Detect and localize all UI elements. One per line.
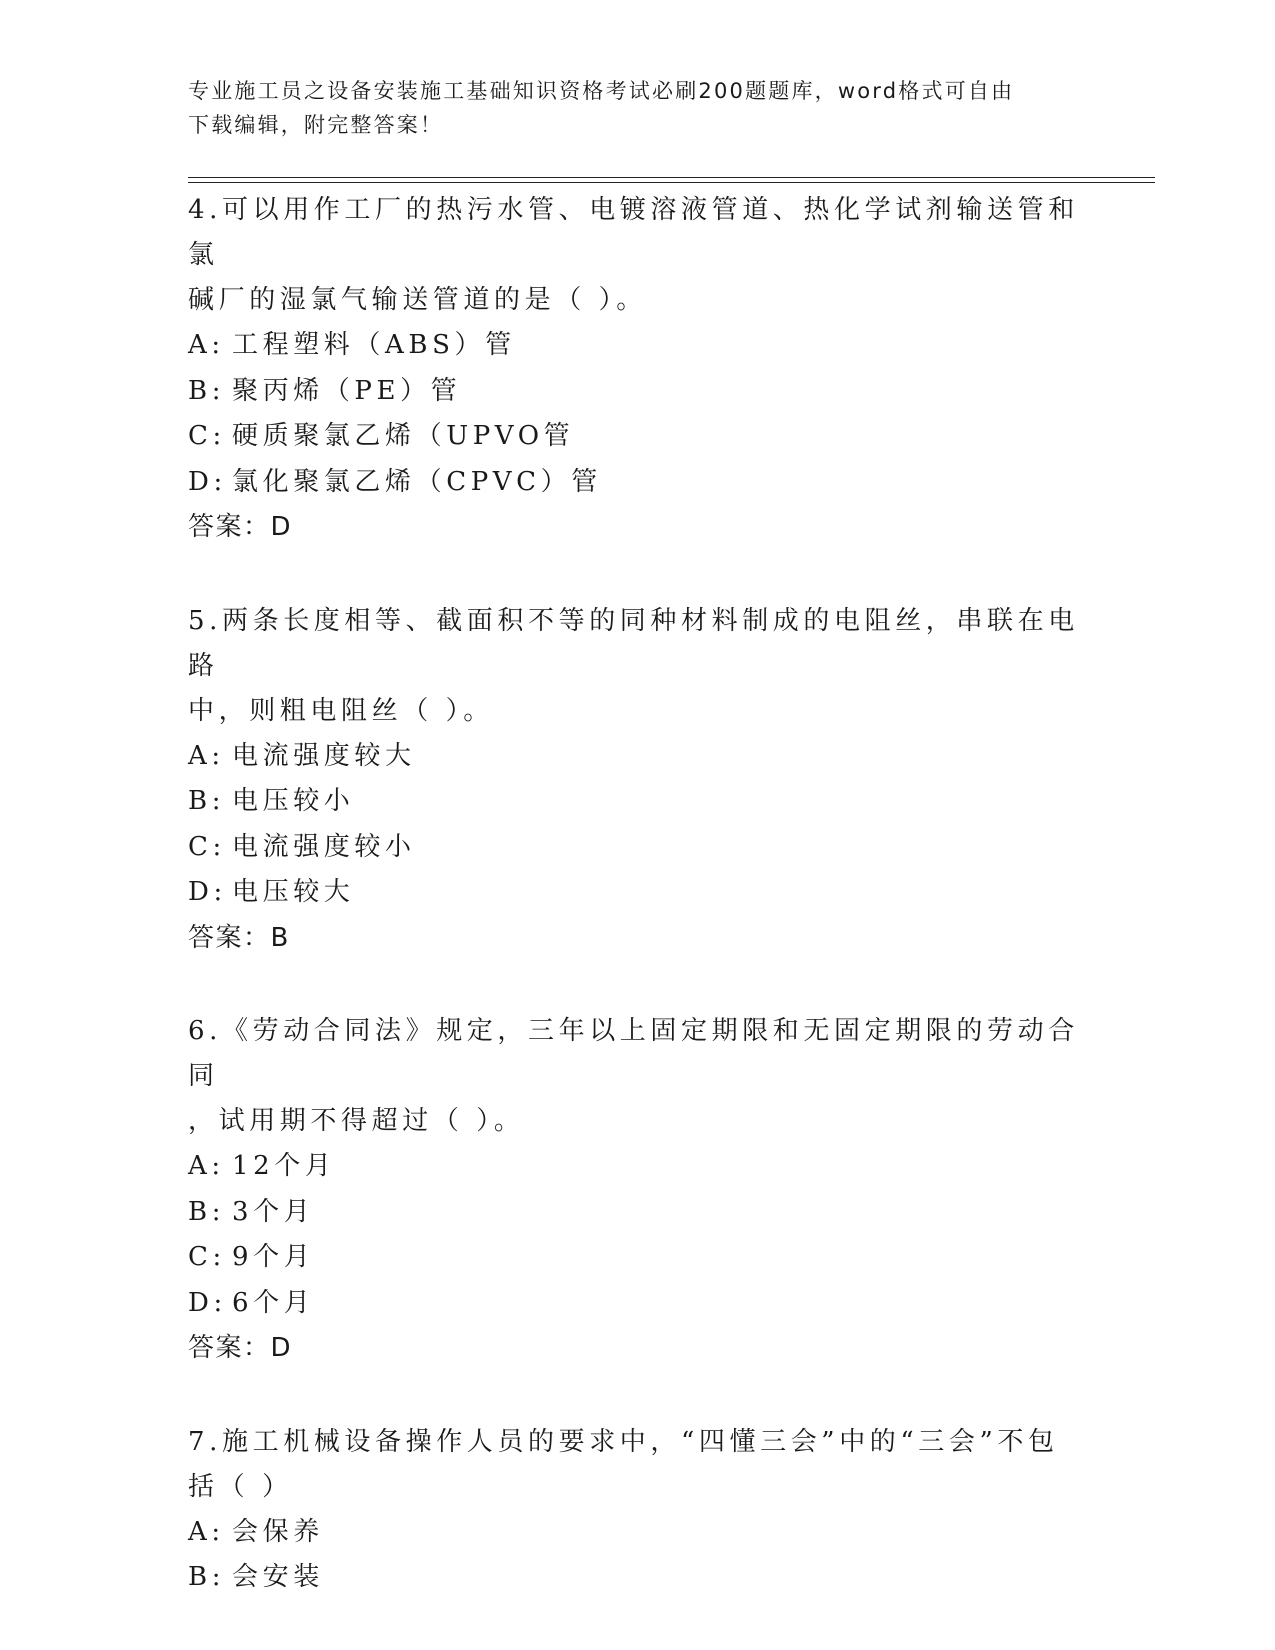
option-d: [188, 460, 1088, 506]
option-d: [188, 870, 1088, 916]
option-text: 9个月: [232, 1242, 315, 1272]
option-letter: B:: [188, 786, 226, 816]
header-title-line-1: 专业施工员之设备安装施工基础知识资格考试必刷200题题库，word格式可自由: [188, 79, 1015, 103]
header-divider-bottom: [188, 182, 1155, 183]
option-a: [188, 323, 1088, 369]
question-stem-line-1: 4.可以用作工厂的热污水管、电镀溶液管道、热化学试剂输送管和氯: [188, 195, 1079, 270]
option-text: 12个月: [232, 1151, 336, 1181]
option-text: 电流强度较大: [232, 740, 416, 771]
answer-line: 答案：B: [188, 922, 290, 953]
option-text: 电压较大: [232, 877, 355, 907]
option-letter: C:: [188, 831, 226, 862]
answer-line: 答案：D: [188, 512, 293, 542]
option-c: [188, 414, 1088, 460]
question-stem-line-1: 7.施工机械设备操作人员的要求中，“四懂三会”中的“三会”不包: [188, 1426, 1059, 1457]
option-letter: D:: [188, 1287, 227, 1318]
option-text: 会保养: [232, 1516, 324, 1547]
option-letter: B:: [188, 375, 226, 406]
option-letter: B:: [188, 1562, 226, 1592]
option-letter: A:: [188, 330, 225, 360]
document-header: [188, 74, 1088, 142]
header-divider-top: [188, 177, 1155, 178]
question-7: [188, 1420, 1088, 1601]
question-stem-line-2: ，试用期不得超过（ ）。: [188, 1106, 525, 1136]
question-4: [188, 188, 1088, 551]
option-text: 氯化聚氯乙烯（CPVC）管: [232, 466, 602, 497]
option-b: [188, 779, 1088, 825]
option-a: [188, 1510, 1088, 1556]
option-letter: A:: [188, 1151, 225, 1181]
option-text: 电压较小: [232, 786, 355, 816]
question-stem-line-2: 碱厂的湿氯气输送管道的是（ ）。: [188, 285, 647, 315]
question-stem-line-1: 6.《劳动合同法》规定，三年以上固定期限和无固定期限的劳动合同: [188, 1016, 1079, 1091]
option-letter: D:: [188, 466, 227, 497]
option-text: 聚丙烯（PE）管: [232, 375, 462, 406]
question-stem-line-2: 中，则粗电阻丝（ ）。: [188, 695, 494, 726]
option-b: [188, 1190, 1088, 1236]
option-text: 电流强度较小: [232, 831, 416, 862]
option-text: 6个月: [232, 1287, 315, 1318]
question-stem-line-2: 括（ ）: [188, 1471, 293, 1502]
option-text: 硬质聚氯乙烯（UPVO管: [232, 421, 575, 451]
option-a: [188, 1144, 1088, 1190]
question-5: [188, 599, 1088, 962]
option-c: [188, 1235, 1088, 1281]
option-text: 3个月: [232, 1196, 315, 1227]
question-6: [188, 1009, 1088, 1372]
option-d: [188, 1281, 1088, 1327]
question-stem-line-1: 5.两条长度相等、截面积不等的同种材料制成的电阻丝，串联在电路: [188, 605, 1079, 681]
option-letter: C:: [188, 1242, 226, 1272]
option-a: [188, 734, 1088, 780]
option-b: [188, 1555, 1088, 1601]
option-letter: A:: [188, 740, 225, 771]
option-text: 工程塑料（ABS）管: [232, 330, 516, 360]
option-letter: B:: [188, 1196, 226, 1227]
option-letter: D:: [188, 877, 227, 907]
answer-line: 答案：D: [188, 1333, 293, 1363]
option-text: 会安装: [232, 1562, 324, 1592]
header-title-line-2: 下载编辑，附完整答案！: [188, 113, 444, 137]
option-letter: A:: [188, 1516, 225, 1547]
option-letter: C:: [188, 421, 226, 451]
option-c: [188, 825, 1088, 871]
option-b: [188, 369, 1088, 415]
question-list: [188, 188, 1088, 1649]
